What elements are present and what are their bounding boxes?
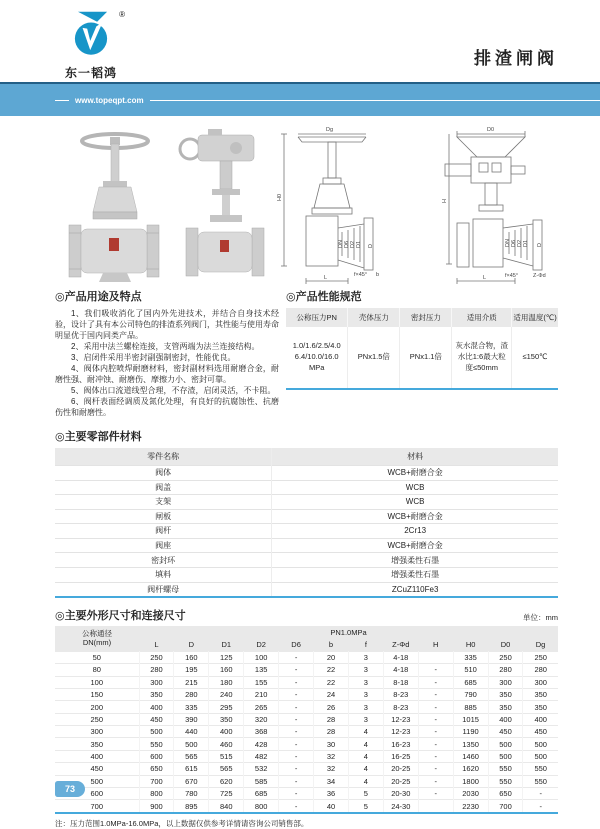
- table-cell: -: [418, 701, 453, 713]
- table-cell: 24-30: [383, 800, 418, 813]
- table-cell: 440: [174, 726, 209, 738]
- table-cell: ≤150℃: [522, 351, 548, 361]
- table-cell: 515: [209, 750, 244, 762]
- table-cell: 250: [139, 651, 174, 663]
- table-cell: 335: [174, 701, 209, 713]
- table-cell: 250: [55, 713, 139, 725]
- table-cell: 阀杆: [55, 524, 272, 539]
- table-cell: 400: [55, 750, 139, 762]
- table-cell: 210: [244, 688, 279, 700]
- table-cell: -: [418, 726, 453, 738]
- table-cell: 24: [314, 688, 349, 700]
- table-cell: ZCuZ110Fe3: [272, 582, 558, 597]
- column-header: Z-Φd: [383, 638, 418, 651]
- table-cell: 阀盖: [55, 480, 272, 495]
- table-cell: WCB: [272, 480, 558, 495]
- valve-drawing-handwheel: [276, 124, 390, 284]
- section-dimensions: [55, 607, 558, 829]
- dimensions-title: ◎主要外形尺寸和连接尺寸: [55, 610, 186, 623]
- table-cell: 填料: [55, 567, 272, 582]
- valve-photo-handwheel: [55, 126, 173, 284]
- table-row: [55, 509, 558, 524]
- valve-figures: [55, 122, 558, 284]
- table-cell: 500: [523, 750, 558, 762]
- table-cell: 685: [244, 787, 279, 799]
- table-cell: 200: [55, 701, 139, 713]
- table-row: [55, 582, 558, 597]
- dim-d2f-label: D: [536, 243, 543, 247]
- materials-table: [55, 448, 558, 598]
- table-cell: -: [418, 676, 453, 688]
- table-row: [55, 713, 558, 725]
- table-cell: 585: [244, 775, 279, 787]
- table-cell: 8-23: [383, 701, 418, 713]
- table-cell: 1.0/1.6/2.5/4.0 6.4/10.0/16.0 MPa: [286, 327, 348, 389]
- table-cell: PNx1.5倍: [348, 327, 400, 389]
- table-cell: 460: [209, 738, 244, 750]
- table-cell: 1800: [453, 775, 488, 787]
- table-cell: 28: [314, 726, 349, 738]
- column-header-dn: 公称通径 DN(mm): [55, 626, 139, 651]
- table-cell: 450: [523, 726, 558, 738]
- table-row: [55, 775, 558, 787]
- table-cell: 300: [55, 726, 139, 738]
- table-cell: 800: [244, 800, 279, 813]
- table-cell: 250: [488, 651, 523, 663]
- table-cell: 400: [488, 713, 523, 725]
- table-cell: 300: [523, 676, 558, 688]
- table-cell: 50: [55, 651, 139, 663]
- table-cell: 4: [348, 738, 383, 750]
- table-cell: 8-23: [383, 688, 418, 700]
- table-cell: 620: [209, 775, 244, 787]
- column-header: D: [174, 638, 209, 651]
- column-header: 材料: [272, 448, 558, 466]
- materials-header-row: [55, 448, 558, 466]
- table-cell: 1460: [453, 750, 488, 762]
- table-cell: 8-18: [383, 676, 418, 688]
- table-cell: 1015: [453, 713, 488, 725]
- dim-d22-label: D2: [516, 239, 523, 247]
- table-cell: 700: [139, 775, 174, 787]
- table-cell: 密封环: [55, 553, 272, 568]
- table-cell: 390: [174, 713, 209, 725]
- dim-f-label: f×45°: [354, 272, 368, 278]
- table-cell: 36: [314, 787, 349, 799]
- table-cell: 500: [174, 738, 209, 750]
- table-cell: 20-25: [383, 763, 418, 775]
- registered-mark: ®: [119, 10, 125, 19]
- table-cell: -: [418, 787, 453, 799]
- column-header: 适用温度(℃): [512, 308, 558, 327]
- table-row: [55, 553, 558, 568]
- dim-d2-label: D2: [350, 240, 357, 248]
- table-cell: 16-23: [383, 738, 418, 750]
- table-cell: [418, 651, 453, 663]
- table-cell: 4: [348, 763, 383, 775]
- table-cell: 32: [314, 750, 349, 762]
- table-cell: 22: [314, 664, 349, 676]
- table-row: [55, 750, 558, 762]
- table-cell: -: [523, 787, 558, 799]
- table-cell: 40: [314, 800, 349, 813]
- dim-f2-label: f×45°: [504, 273, 519, 279]
- table-cell: 350: [523, 701, 558, 713]
- table-cell: -: [418, 750, 453, 762]
- table-cell: -: [279, 726, 314, 738]
- table-cell: 22: [314, 676, 349, 688]
- table-cell: 532: [244, 763, 279, 775]
- table-cell: 700: [488, 800, 523, 813]
- website-url: www.topeqpt.com: [75, 95, 144, 105]
- column-header: D1: [209, 638, 244, 651]
- dim-d62-label: D6: [510, 239, 517, 247]
- table-cell: [418, 800, 453, 813]
- table-cell: 280: [174, 688, 209, 700]
- table-cell: 195: [174, 664, 209, 676]
- table-cell: 32: [314, 763, 349, 775]
- table-row: [55, 480, 558, 495]
- table-cell: -: [279, 651, 314, 663]
- table-cell: -: [279, 676, 314, 688]
- table-cell: -: [279, 800, 314, 813]
- feature-item: 6、阀杆表面经调质及氮化处理，有良好的抗腐蚀性、抗磨伤性和耐磨性。: [55, 397, 279, 417]
- column-header: 壳体压力: [348, 308, 400, 327]
- page-title: 排渣闸阀: [474, 49, 558, 68]
- table-cell: 428: [244, 738, 279, 750]
- table-cell: -: [279, 775, 314, 787]
- table-cell: 482: [244, 750, 279, 762]
- dim-zd-label: Z-Φd: [532, 273, 546, 279]
- table-cell: 125: [209, 651, 244, 663]
- table-cell: 350: [523, 688, 558, 700]
- features-title: ◎产品用途及特点: [55, 291, 142, 303]
- brand-name: 东一韬鸿: [64, 66, 117, 80]
- dimensions-group-header-row: [55, 626, 558, 638]
- table-cell: 565: [174, 750, 209, 762]
- table-cell: 300: [488, 676, 523, 688]
- dim-b-label: b: [376, 272, 380, 278]
- table-cell: WCB: [272, 495, 558, 510]
- table-cell: -: [418, 713, 453, 725]
- table-cell: 3: [348, 713, 383, 725]
- table-cell: 350: [139, 688, 174, 700]
- logo-mark-icon: [68, 10, 114, 58]
- table-cell: 500: [139, 726, 174, 738]
- table-row: [55, 495, 558, 510]
- table-cell: 565: [209, 763, 244, 775]
- table-cell: 670: [174, 775, 209, 787]
- table-cell: 30: [314, 738, 349, 750]
- table-cell: 12-23: [383, 713, 418, 725]
- table-cell: 840: [209, 800, 244, 813]
- table-cell: 800: [139, 787, 174, 799]
- band-divider-right: [150, 100, 600, 101]
- materials-title: ◎主要零部件材料: [55, 431, 142, 443]
- table-row: [55, 738, 558, 750]
- dim-d0-label: D0: [486, 127, 494, 133]
- table-cell: 4: [348, 726, 383, 738]
- table-row: [55, 466, 558, 481]
- table-cell: 100: [55, 676, 139, 688]
- table-cell: 80: [55, 664, 139, 676]
- feature-item: 5、阀体出口流道线型合理，不存渣，启闭灵活，不卡阻。: [71, 386, 276, 395]
- table-cell: 5: [348, 800, 383, 813]
- table-cell: 500: [55, 775, 139, 787]
- dimensions-table: [55, 626, 558, 814]
- table-cell: WCB+耐磨合金: [272, 538, 558, 553]
- table-cell: 600: [139, 750, 174, 762]
- website-band: [0, 82, 600, 116]
- table-cell: 350: [488, 688, 523, 700]
- performance-table: [286, 308, 558, 390]
- table-row: [55, 800, 558, 813]
- table-row: [55, 538, 558, 553]
- table-cell: 240: [209, 688, 244, 700]
- table-cell: 增强柔性石墨: [272, 553, 558, 568]
- table-cell: 2030: [453, 787, 488, 799]
- column-header: f: [348, 638, 383, 651]
- table-cell: 增强柔性石墨: [272, 567, 558, 582]
- table-cell: 阀体: [55, 466, 272, 481]
- table-cell: -: [279, 738, 314, 750]
- dim-h0-label: H0: [277, 193, 284, 201]
- table-cell: 895: [174, 800, 209, 813]
- column-header: Dg: [523, 638, 558, 651]
- table-cell: -: [418, 688, 453, 700]
- table-cell: -: [418, 664, 453, 676]
- table-cell: 550: [523, 775, 558, 787]
- unit-label: 单位：mm: [523, 613, 558, 623]
- table-row: [55, 787, 558, 799]
- table-cell: 5: [348, 787, 383, 799]
- table-cell: 灰水混合物，渣水比1:6最大粒度≤50mm: [452, 327, 512, 389]
- table-cell: 450: [488, 726, 523, 738]
- dim-d-label: D: [368, 244, 375, 248]
- table-cell: 280: [139, 664, 174, 676]
- table-cell: 650: [488, 787, 523, 799]
- table-cell: 320: [244, 713, 279, 725]
- feature-item: 1、我们吸收消化了国内外先进技术，并结合自身技术经验，设计了具有本公司特色的排渣系列阀门，其性能与使用寿命明显优于国内同类产品。: [55, 309, 279, 340]
- table-row: [55, 524, 558, 539]
- table-cell: 3: [348, 664, 383, 676]
- column-header: 公称压力PN: [286, 308, 348, 327]
- table-cell: 900: [139, 800, 174, 813]
- table-cell: 510: [453, 664, 488, 676]
- table-cell: 34: [314, 775, 349, 787]
- table-cell: 4-18: [383, 664, 418, 676]
- section-performance: [286, 288, 558, 390]
- performance-title: ◎产品性能规范: [286, 291, 362, 303]
- table-cell: -: [279, 750, 314, 762]
- table-cell: 350: [55, 738, 139, 750]
- page-number-badge: 73: [55, 781, 85, 797]
- table-cell: 550: [139, 738, 174, 750]
- table-cell: 400: [139, 701, 174, 713]
- table-cell: WCB+耐磨合金: [272, 466, 558, 481]
- table-cell: -: [279, 701, 314, 713]
- table-cell: 450: [139, 713, 174, 725]
- table-row: [55, 676, 558, 688]
- performance-data-row: [286, 327, 558, 389]
- company-logo: [55, 10, 127, 81]
- table-cell: 685: [453, 676, 488, 688]
- table-cell: 1620: [453, 763, 488, 775]
- table-cell: -: [279, 688, 314, 700]
- main-content: [55, 288, 558, 829]
- feature-item: 2、采用中法兰螺栓连接，支管两端为法兰连接结构。: [71, 342, 260, 351]
- table-cell: 550: [488, 775, 523, 787]
- table-cell: -: [418, 763, 453, 775]
- table-cell: 20-25: [383, 775, 418, 787]
- table-cell: 支架: [55, 495, 272, 510]
- dim-l-label: L: [324, 275, 328, 281]
- table-cell: 4-18: [383, 651, 418, 663]
- table-cell: 135: [244, 664, 279, 676]
- table-note: 注：压力范围1.0MPa-16.0MPa，以上数据仅供参考详情请咨询公司销售部。: [55, 818, 309, 828]
- table-cell: 780: [174, 787, 209, 799]
- table-cell: 265: [244, 701, 279, 713]
- table-cell: 600: [55, 787, 139, 799]
- table-cell: 500: [488, 738, 523, 750]
- column-header: H0: [453, 638, 488, 651]
- table-cell: 20: [314, 651, 349, 663]
- valve-drawing-electric: [395, 124, 558, 284]
- table-cell: -: [418, 738, 453, 750]
- table-cell: 阀杆螺母: [55, 582, 272, 597]
- section-features: [55, 288, 279, 418]
- column-header: L: [139, 638, 174, 651]
- table-cell: -: [279, 763, 314, 775]
- column-header: D2: [244, 638, 279, 651]
- table-cell: 28: [314, 713, 349, 725]
- table-cell: 闸板: [55, 509, 272, 524]
- table-cell: 16-25: [383, 750, 418, 762]
- dim-d1-label: D1: [356, 240, 363, 248]
- table-cell: 885: [453, 701, 488, 713]
- table-cell: 790: [453, 688, 488, 700]
- table-cell: -: [418, 775, 453, 787]
- table-cell: 160: [209, 664, 244, 676]
- table-cell: PNx1.1倍: [400, 327, 452, 389]
- column-header: D6: [279, 638, 314, 651]
- dim-dn2-label: DN: [504, 239, 511, 247]
- column-header: 零件名称: [55, 448, 272, 466]
- column-header: D0: [488, 638, 523, 651]
- band-divider-left: [55, 100, 69, 101]
- table-cell: 3: [348, 676, 383, 688]
- table-cell: 2230: [453, 800, 488, 813]
- table-cell: 335: [453, 651, 488, 663]
- valve-photo-electric: [178, 126, 272, 284]
- table-row: [55, 567, 558, 582]
- section-materials: [55, 428, 558, 598]
- table-cell: 150: [55, 688, 139, 700]
- table-row: [55, 688, 558, 700]
- table-cell: 350: [209, 713, 244, 725]
- table-cell: 300: [139, 676, 174, 688]
- dim-d6-label: D6: [344, 240, 351, 248]
- column-group-header: PN1.0MPa: [139, 626, 558, 638]
- table-cell: 725: [209, 787, 244, 799]
- column-header: 密封压力: [400, 308, 452, 327]
- table-cell: 250: [523, 651, 558, 663]
- dim-l2-label: L: [482, 275, 487, 281]
- column-header: H: [418, 638, 453, 651]
- table-cell: 500: [523, 738, 558, 750]
- table-cell: 1350: [453, 738, 488, 750]
- table-cell: 4: [348, 750, 383, 762]
- table-cell: 500: [488, 750, 523, 762]
- table-cell: 280: [488, 664, 523, 676]
- feature-item: 4、阀体内腔喷焊耐磨材料，密封副材料选用耐磨合金，耐磨性强、耐冲蚀、耐磨伤、摩擦力小、密封可靠。: [55, 364, 279, 384]
- table-cell: 2Cr13: [272, 524, 558, 539]
- table-row: [55, 664, 558, 676]
- table-cell: 3: [348, 651, 383, 663]
- table-row: [55, 651, 558, 663]
- dim-dn-label: DN: [338, 240, 345, 248]
- table-cell: -: [279, 787, 314, 799]
- table-cell: 400: [209, 726, 244, 738]
- table-cell: 100: [244, 651, 279, 663]
- table-cell: 650: [139, 763, 174, 775]
- table-cell: 1190: [453, 726, 488, 738]
- table-cell: 3: [348, 688, 383, 700]
- table-cell: 180: [209, 676, 244, 688]
- table-cell: 26: [314, 701, 349, 713]
- table-cell: 160: [174, 651, 209, 663]
- table-cell: -: [279, 713, 314, 725]
- table-cell: 368: [244, 726, 279, 738]
- table-cell: WCB+耐磨合金: [272, 509, 558, 524]
- table-cell: 12-23: [383, 726, 418, 738]
- table-row: [55, 763, 558, 775]
- table-cell: 4: [348, 775, 383, 787]
- feature-item: 3、启闭件采用半密封副强制密封，性能优良。: [71, 353, 236, 362]
- table-cell: 20-30: [383, 787, 418, 799]
- table-cell: 400: [523, 713, 558, 725]
- table-row: [55, 726, 558, 738]
- table-cell: -: [523, 800, 558, 813]
- column-header: b: [314, 638, 349, 651]
- dim-dg-label: Dg: [326, 127, 334, 133]
- table-cell: 550: [523, 763, 558, 775]
- table-cell: -: [279, 664, 314, 676]
- table-cell: 3: [348, 701, 383, 713]
- dim-h-label: H: [441, 199, 448, 203]
- table-cell: 280: [523, 664, 558, 676]
- table-cell: 阀座: [55, 538, 272, 553]
- table-cell: 450: [55, 763, 139, 775]
- dim-d12-label: D1: [522, 239, 529, 247]
- table-cell: 350: [488, 701, 523, 713]
- performance-header-row: [286, 308, 558, 327]
- table-cell: 550: [488, 763, 523, 775]
- table-cell: 615: [174, 763, 209, 775]
- table-row: [55, 701, 558, 713]
- table-cell: 155: [244, 676, 279, 688]
- table-cell: 215: [174, 676, 209, 688]
- table-cell: 700: [55, 800, 139, 813]
- column-header: 适用介质: [452, 308, 512, 327]
- table-cell: 295: [209, 701, 244, 713]
